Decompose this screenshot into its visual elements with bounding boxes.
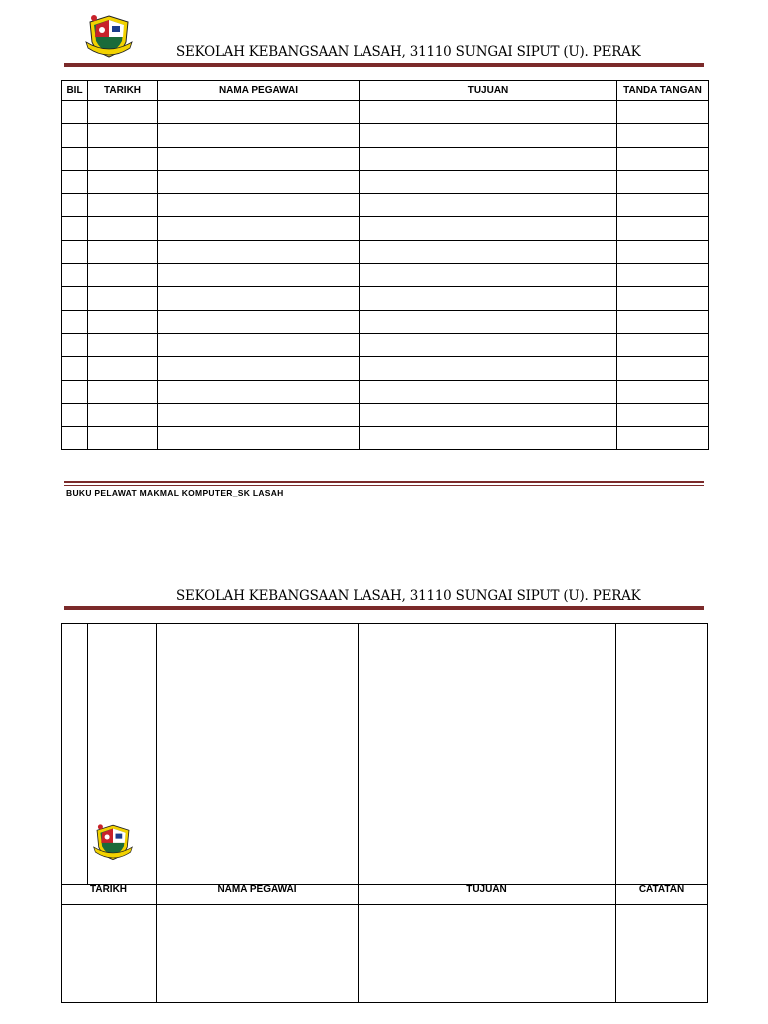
table-cell bbox=[62, 217, 88, 240]
table-cell bbox=[88, 147, 158, 170]
table-cell bbox=[360, 333, 617, 356]
table-cell bbox=[360, 194, 617, 217]
table-row bbox=[62, 101, 709, 124]
visitor-log-table bbox=[61, 80, 709, 450]
table-cell bbox=[62, 101, 88, 124]
column-divider bbox=[615, 623, 616, 1003]
table-cell bbox=[62, 287, 88, 310]
table-cell bbox=[88, 217, 158, 240]
table-cell bbox=[617, 101, 709, 124]
column-divider bbox=[358, 623, 359, 1003]
table-cell bbox=[617, 124, 709, 147]
table-cell bbox=[62, 380, 88, 403]
table-cell bbox=[88, 403, 158, 426]
school-title-2: SEKOLAH KEBANGSAAN LASAH, 31110 SUNGAI SIPUT (U). PERAK bbox=[176, 588, 641, 604]
table-cell bbox=[62, 333, 88, 356]
table-cell bbox=[360, 427, 617, 450]
table-cell bbox=[88, 264, 158, 287]
table-cell bbox=[158, 124, 360, 147]
table-row bbox=[62, 403, 709, 426]
table-cell bbox=[617, 403, 709, 426]
table-row bbox=[62, 240, 709, 263]
table-cell bbox=[158, 427, 360, 450]
column-header-tarikh: TARIKH bbox=[88, 81, 158, 101]
school-title: SEKOLAH KEBANGSAAN LASAH, 31110 SUNGAI SIPUT (U). PERAK bbox=[176, 44, 641, 60]
table-header-row bbox=[62, 81, 709, 101]
table-cell bbox=[617, 147, 709, 170]
table-cell bbox=[88, 357, 158, 380]
table-cell bbox=[360, 403, 617, 426]
table-cell bbox=[158, 101, 360, 124]
table-cell bbox=[617, 427, 709, 450]
table-cell bbox=[158, 264, 360, 287]
table-cell bbox=[158, 287, 360, 310]
table-cell bbox=[617, 264, 709, 287]
table-row bbox=[62, 194, 709, 217]
table-cell bbox=[617, 333, 709, 356]
table-cell bbox=[62, 170, 88, 193]
table-cell bbox=[360, 264, 617, 287]
column-divider bbox=[156, 623, 157, 1003]
table-cell bbox=[360, 124, 617, 147]
table-cell bbox=[62, 194, 88, 217]
table-cell bbox=[62, 240, 88, 263]
table-cell bbox=[88, 287, 158, 310]
table-cell bbox=[617, 310, 709, 333]
row-divider bbox=[61, 904, 708, 905]
table-cell bbox=[617, 357, 709, 380]
table-cell bbox=[158, 147, 360, 170]
table-cell bbox=[158, 310, 360, 333]
table-cell bbox=[88, 333, 158, 356]
column-header-tanda-tangan: TANDA TANGAN bbox=[617, 81, 709, 101]
table-cell bbox=[88, 310, 158, 333]
table-cell bbox=[88, 101, 158, 124]
column-header-bil: BIL bbox=[62, 81, 88, 101]
table-row bbox=[62, 170, 709, 193]
table-cell bbox=[360, 217, 617, 240]
table-cell bbox=[158, 217, 360, 240]
table-cell bbox=[62, 124, 88, 147]
table-row bbox=[62, 380, 709, 403]
table-cell bbox=[360, 240, 617, 263]
table-cell bbox=[62, 427, 88, 450]
table-row bbox=[62, 124, 709, 147]
table-cell bbox=[88, 194, 158, 217]
table-cell bbox=[88, 240, 158, 263]
table-cell bbox=[360, 170, 617, 193]
table-cell bbox=[88, 124, 158, 147]
table-cell bbox=[88, 427, 158, 450]
column-header-nama-pegawai: NAMA PEGAWAI bbox=[158, 81, 360, 101]
table-cell bbox=[158, 194, 360, 217]
table-cell bbox=[617, 380, 709, 403]
table-body bbox=[62, 101, 709, 450]
table-cell bbox=[360, 357, 617, 380]
table-cell bbox=[62, 403, 88, 426]
column-divider bbox=[87, 623, 88, 884]
table-cell bbox=[158, 170, 360, 193]
school-crest-logo-2 bbox=[92, 820, 134, 864]
table-row bbox=[62, 264, 709, 287]
table-row bbox=[62, 427, 709, 450]
column-header-nama-pegawai-2: NAMA PEGAWAI bbox=[217, 884, 297, 895]
footer-note: BUKU PELAWAT MAKMAL KOMPUTER_SK LASAH bbox=[66, 488, 284, 498]
header-rule-2 bbox=[64, 606, 704, 610]
table-cell bbox=[360, 147, 617, 170]
table-cell bbox=[360, 380, 617, 403]
table-row bbox=[62, 217, 709, 240]
table-cell bbox=[88, 170, 158, 193]
table-row bbox=[62, 333, 709, 356]
table-cell bbox=[617, 240, 709, 263]
column-header-tujuan: TUJUAN bbox=[360, 81, 617, 101]
table-cell bbox=[62, 357, 88, 380]
form-2-frame bbox=[61, 623, 708, 1003]
column-header-tujuan-2: TUJUAN bbox=[466, 884, 507, 895]
table-row bbox=[62, 357, 709, 380]
table-cell bbox=[62, 310, 88, 333]
footer-rule bbox=[64, 481, 704, 486]
table-cell bbox=[88, 380, 158, 403]
header-rule bbox=[64, 63, 704, 67]
table-cell bbox=[158, 333, 360, 356]
column-header-tarikh-2: TARIKH bbox=[89, 884, 128, 895]
table-cell bbox=[617, 170, 709, 193]
table-cell bbox=[158, 357, 360, 380]
table-cell bbox=[617, 217, 709, 240]
table-cell bbox=[158, 380, 360, 403]
table-row bbox=[62, 147, 709, 170]
column-header-catatan: CATATAN bbox=[638, 884, 685, 895]
table-row bbox=[62, 310, 709, 333]
table-cell bbox=[62, 147, 88, 170]
table-cell bbox=[62, 264, 88, 287]
table-cell bbox=[360, 310, 617, 333]
table-cell bbox=[617, 287, 709, 310]
table-cell bbox=[158, 240, 360, 263]
table-cell bbox=[360, 287, 617, 310]
table-cell bbox=[360, 101, 617, 124]
table-cell bbox=[158, 403, 360, 426]
table-row bbox=[62, 287, 709, 310]
table-cell bbox=[617, 194, 709, 217]
school-crest-logo bbox=[84, 12, 134, 60]
